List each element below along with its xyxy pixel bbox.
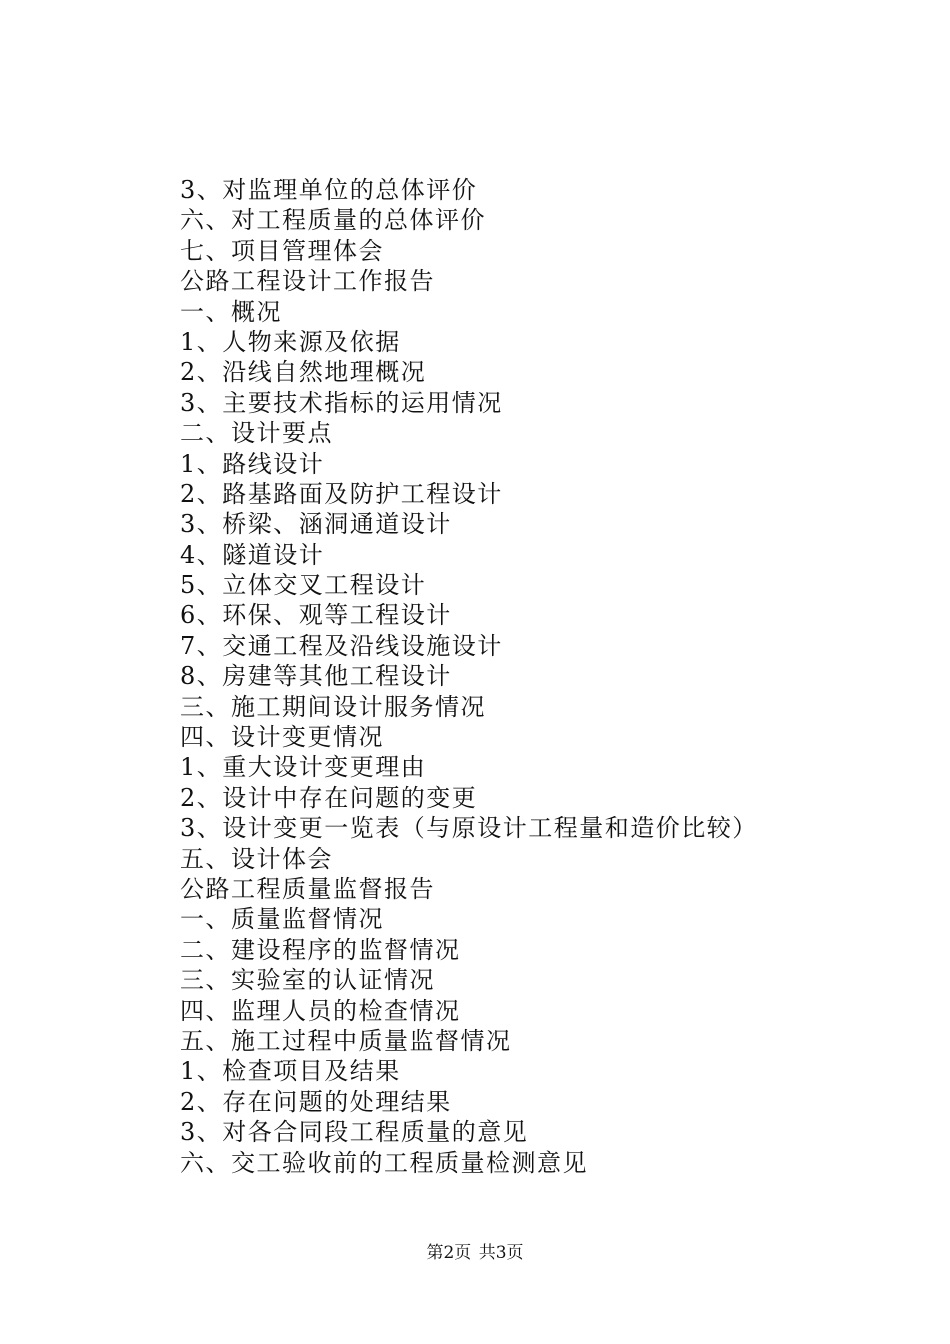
text-line: 1、重大设计变更理由 [180,753,427,782]
document-body [180,175,900,1178]
text-line: 四、监理人员的检查情况 [180,996,461,1025]
text-line: 一、概况 [180,297,282,326]
text-line: 2、沿线自然地理概况 [180,358,427,387]
text-line: 4、隧道设计 [180,540,325,569]
text-line: 四、设计变更情况 [180,723,384,752]
text-line: 3、桥梁、涵洞通道设计 [180,510,452,539]
text-line: 1、人物来源及依据 [180,327,401,356]
text-line: 7、交通工程及沿线设施设计 [180,631,503,660]
page-footer [0,1242,950,1264]
text-line: 五、施工过程中质量监督情况 [180,1026,512,1055]
text-line: 3、设计变更一览表（与原设计工程量和造价比较） [180,814,758,843]
text-line: 二、建设程序的监督情况 [180,935,461,964]
text-line: 七、项目管理体会 [180,236,384,265]
text-line: 三、实验室的认证情况 [180,966,435,995]
text-line: 3、对监理单位的总体评价 [180,176,478,204]
text-line: 二、设计要点 [180,419,333,448]
text-line: 一、质量监督情况 [180,905,384,934]
text-line: 三、施工期间设计服务情况 [180,692,486,721]
text-line: 五、设计体会 [180,844,333,873]
text-line: 6、环保、观等工程设计 [180,601,452,630]
text-line: 六、交工验收前的工程质量检测意见 [180,1148,588,1177]
text-line: 3、主要技术指标的运用情况 [180,388,503,417]
text-line: 2、设计中存在问题的变更 [180,783,478,812]
text-line: 5、立体交叉工程设计 [180,571,427,600]
text-line: 六、对工程质量的总体评价 [180,206,486,235]
page-total: 共3页 [478,1243,524,1263]
text-line: 1、检查项目及结果 [180,1057,401,1086]
text-line: 8、房建等其他工程设计 [180,662,452,691]
section-title: 公路工程质量监督报告 [180,874,435,903]
text-line: 1、路线设计 [180,449,325,478]
text-line: 2、存在问题的处理结果 [180,1087,452,1116]
section-title: 公路工程设计工作报告 [180,267,435,296]
text-line: 2、路基路面及防护工程设计 [180,479,503,508]
text-line: 3、对各合同段工程质量的意见 [180,1118,529,1147]
page-number: 第2页 [426,1243,472,1263]
